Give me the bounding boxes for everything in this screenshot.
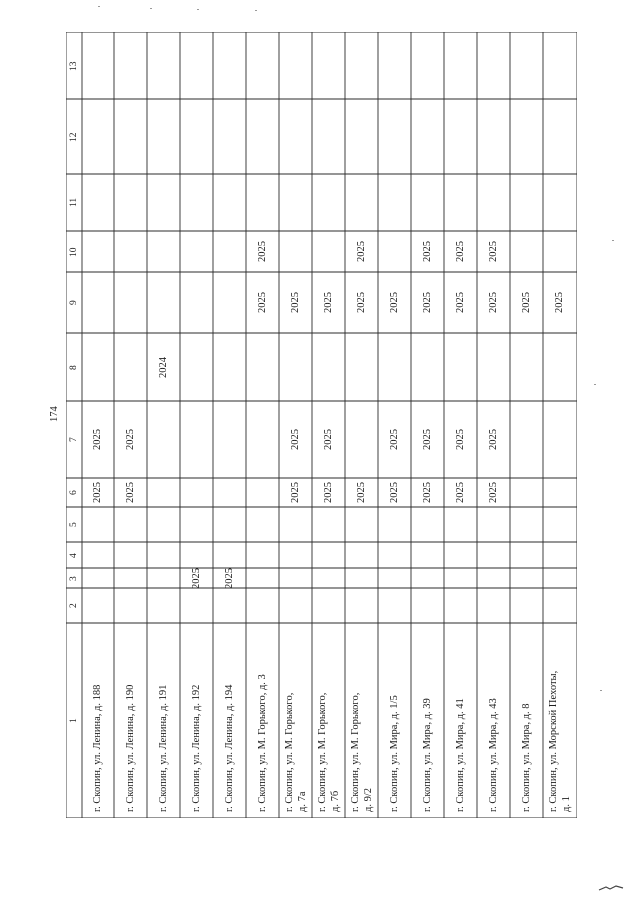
scan-speck	[255, 10, 257, 11]
column-header: 13	[69, 61, 79, 71]
year-cell: 2025	[256, 292, 268, 313]
column-header: 4	[69, 552, 79, 558]
year-cell: 2025	[355, 482, 367, 503]
year-cell: 2025	[454, 482, 466, 503]
column-header: 1	[69, 718, 79, 723]
address-cell: г. Скопин, ул. Мира, д. 41	[454, 698, 466, 812]
scan-speck	[197, 9, 199, 10]
column-header: 3	[69, 575, 79, 581]
column-header: 12	[69, 132, 79, 142]
address-cell: г. Скопин, ул. М. Горького, д. 3	[256, 674, 268, 812]
year-cell: 2025	[322, 482, 334, 503]
year-cell: 2025	[355, 241, 367, 262]
year-cell: 2025	[454, 429, 466, 450]
address-cell: г. Скопин, ул. Мира, д. 1/5	[388, 695, 400, 812]
address-cell: д. 7б	[329, 790, 341, 812]
year-cell: 2025	[388, 292, 400, 313]
scan-speck	[98, 6, 100, 7]
address-cell: г. Скопин, ул. Ленина, д. 188	[92, 684, 103, 812]
year-cell: 2025	[388, 429, 400, 450]
year-cell: 2025	[554, 292, 565, 313]
year-cell: 2025	[355, 292, 367, 313]
column-header: 11	[69, 197, 79, 207]
year-cell: 2025	[92, 482, 103, 503]
schedule-table	[66, 32, 577, 818]
year-cell: 2025	[421, 482, 433, 503]
column-header: 6	[69, 490, 79, 495]
address-cell: д. 7а	[296, 791, 308, 812]
address-cell: д. 9/2	[362, 787, 374, 812]
year-cell: 2025	[487, 482, 499, 503]
year-cell: 2025	[92, 429, 103, 450]
year-cell: 2025	[289, 482, 301, 503]
year-cell: 2025	[520, 292, 532, 313]
page-number-text: 174	[49, 406, 60, 422]
scan-speck	[600, 690, 602, 691]
address-cell: д. 1	[561, 796, 572, 812]
year-cell: 2025	[289, 429, 301, 450]
year-cell: 2025	[421, 292, 433, 313]
address-cell: г. Скопин, ул. Ленина, д. 190	[124, 684, 136, 812]
year-cell: 2025	[487, 292, 499, 313]
year-cell: 2025	[223, 567, 235, 589]
address-cell: г. Скопин, ул. М. Горького,	[349, 692, 361, 812]
year-cell: 2025	[487, 241, 499, 262]
address-cell: г. Скопин, ул. Морской Пехоты,	[548, 670, 559, 812]
address-cell: г. Скопин, ул. Мира, д. 43	[487, 698, 499, 812]
address-cell: г. Скопин, ул. Мира, д. 39	[421, 698, 433, 812]
year-cell: 2025	[322, 429, 334, 450]
scan-speck	[612, 240, 614, 241]
column-header: 5	[69, 522, 79, 527]
address-cell: г. Скопин, ул. Ленина, д. 191	[157, 684, 169, 812]
column-header: 7	[69, 437, 79, 442]
year-cell: 2025	[454, 241, 466, 262]
year-cell: 2025	[421, 429, 433, 450]
year-cell: 2024	[157, 356, 169, 378]
address-cell: г. Скопин, ул. М. Горького,	[316, 692, 328, 812]
year-cell: 2025	[388, 482, 400, 503]
year-cell: 2025	[289, 292, 301, 313]
column-header: 8	[69, 364, 79, 370]
year-cell: 2025	[124, 429, 136, 450]
year-cell: 2025	[124, 482, 136, 503]
year-cell: 2025	[256, 241, 268, 262]
year-cell: 2025	[190, 567, 202, 589]
address-cell: г. Скопин, ул. Ленина, д. 194	[223, 684, 235, 812]
address-cell: г. Скопин, ул. Мира, д. 8	[520, 703, 532, 812]
column-header: 10	[69, 247, 79, 257]
corner-scribble	[598, 884, 624, 892]
year-cell: 2025	[322, 292, 334, 313]
year-cell: 2025	[454, 292, 466, 313]
scan-speck	[594, 384, 596, 385]
year-cell: 2025	[421, 241, 433, 262]
scan-speck	[150, 8, 152, 9]
column-header: 9	[69, 300, 79, 305]
column-header: 2	[69, 603, 79, 608]
address-cell: г. Скопин, ул. Ленина, д. 192	[190, 684, 202, 812]
year-cell: 2025	[487, 429, 499, 450]
address-cell: г. Скопин, ул. М. Горького,	[283, 692, 295, 812]
